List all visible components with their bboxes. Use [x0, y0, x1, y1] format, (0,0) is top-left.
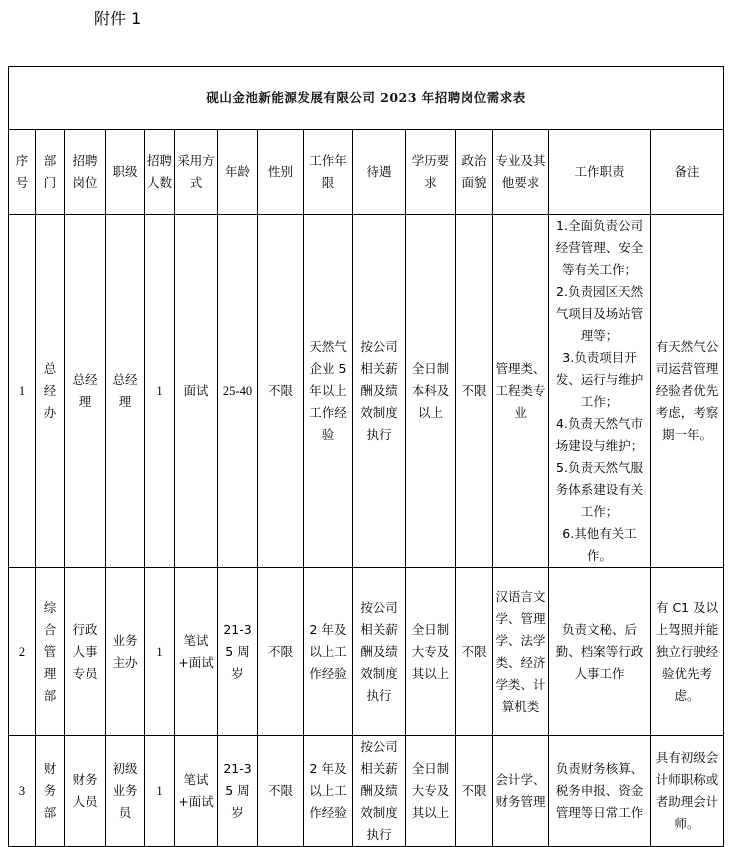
duty-item: 5.负责天然气服务体系建设有关工作；	[555, 460, 644, 519]
cell-position: 财务人员	[65, 736, 106, 847]
header-political: 政治面貌	[456, 130, 493, 215]
cell-notes: 具有初级会计师职称或者助理会计师。	[651, 736, 724, 847]
cell-index: 2	[9, 568, 36, 736]
cell-political: 不限	[456, 568, 493, 736]
cell-gender: 不限	[258, 736, 304, 847]
cell-major: 汉语言文学、管理学、法学类、经济学类、计算机类	[493, 568, 549, 736]
cell-method: 笔试+面试	[175, 736, 218, 847]
cell-experience: 2 年及以上工作经验	[304, 568, 353, 736]
cell-rank: 总经理	[106, 215, 145, 568]
duty-item: 3.负责项目开发、运行与维护工作；	[555, 350, 644, 409]
cell-salary: 按公司相关薪酬及绩效制度执行	[353, 215, 406, 568]
cell-political: 不限	[456, 215, 493, 568]
duty-item: 2.负责园区天然气项目及场站管理等；	[555, 284, 644, 343]
header-rank: 职级	[106, 130, 145, 215]
header-age: 年龄	[218, 130, 258, 215]
header-salary: 待遇	[353, 130, 406, 215]
cell-index: 3	[9, 736, 36, 847]
header-duties: 工作职责	[549, 130, 651, 215]
cell-method: 笔试+面试	[175, 568, 218, 736]
cell-gender: 不限	[258, 215, 304, 568]
cell-age: 21-35 周岁	[218, 568, 258, 736]
cell-notes: 有天然气公司运营管理经验者优先考虑，考察期一年。	[651, 215, 724, 568]
cell-department: 综合管理部	[36, 568, 65, 736]
duty-item: 1.全面负责公司经营管理、安全等有关工作；	[555, 218, 644, 277]
cell-major: 管理类、工程类专业	[493, 215, 549, 568]
cell-major: 会计学、财务管理	[493, 736, 549, 847]
cell-rank: 业务主办	[106, 568, 145, 736]
header-education: 学历要求	[406, 130, 456, 215]
cell-salary: 按公司相关薪酬及绩效制度执行	[353, 568, 406, 736]
cell-position: 行政人事专员	[65, 568, 106, 736]
cell-department: 总经办	[36, 215, 65, 568]
attachment-label: 附件 1	[94, 9, 142, 28]
cell-headcount: 1	[145, 568, 175, 736]
cell-headcount: 1	[145, 736, 175, 847]
header-position: 招聘岗位	[65, 130, 106, 215]
cell-duties	[549, 215, 651, 568]
recruitment-table	[8, 66, 724, 847]
cell-gender: 不限	[258, 568, 304, 736]
header-method: 采用方式	[175, 130, 218, 215]
cell-notes: 有 C1 及以上驾照并能独立行驶经验优先考虑。	[651, 568, 724, 736]
cell-education: 全日制大专及其以上	[406, 736, 456, 847]
cell-method: 面试	[175, 215, 218, 568]
cell-education: 全日制大专及其以上	[406, 568, 456, 736]
header-headcount: 招聘人数	[145, 130, 175, 215]
cell-index: 1	[9, 215, 36, 568]
cell-experience: 天然气企业 5 年以上工作经验	[304, 215, 353, 568]
header-department: 部门	[36, 130, 65, 215]
cell-headcount: 1	[145, 215, 175, 568]
cell-duties: 负责文秘、后勤、档案等行政人事工作	[549, 568, 651, 736]
cell-age: 25-40	[218, 215, 258, 568]
header-experience: 工作年限	[304, 130, 353, 215]
cell-experience: 2 年及以上工作经验	[304, 736, 353, 847]
header-gender: 性别	[258, 130, 304, 215]
page-title: 砚山金池新能源发展有限公司 2023 年招聘岗位需求表	[9, 67, 724, 130]
header-notes: 备注	[651, 130, 724, 215]
duty-item: 4.负责天然气市场建设与维护；	[555, 416, 644, 453]
cell-salary: 按公司相关薪酬及绩效制度执行	[353, 736, 406, 847]
header-index: 序号	[9, 130, 36, 215]
table-row	[9, 215, 724, 568]
cell-duties: 负责财务核算、税务申报、资金管理等日常工作	[549, 736, 651, 847]
cell-political: 不限	[456, 736, 493, 847]
cell-department: 财务部	[36, 736, 65, 847]
table-header-row	[9, 130, 724, 215]
header-major: 专业及其他要求	[493, 130, 549, 215]
table-row	[9, 736, 724, 847]
table-row	[9, 568, 724, 736]
cell-position: 总经理	[65, 215, 106, 568]
cell-rank: 初级业务员	[106, 736, 145, 847]
duty-item: 6.其他有关工作。	[562, 526, 637, 563]
cell-age: 21-35 周岁	[218, 736, 258, 847]
cell-education: 全日制本科及以上	[406, 215, 456, 568]
